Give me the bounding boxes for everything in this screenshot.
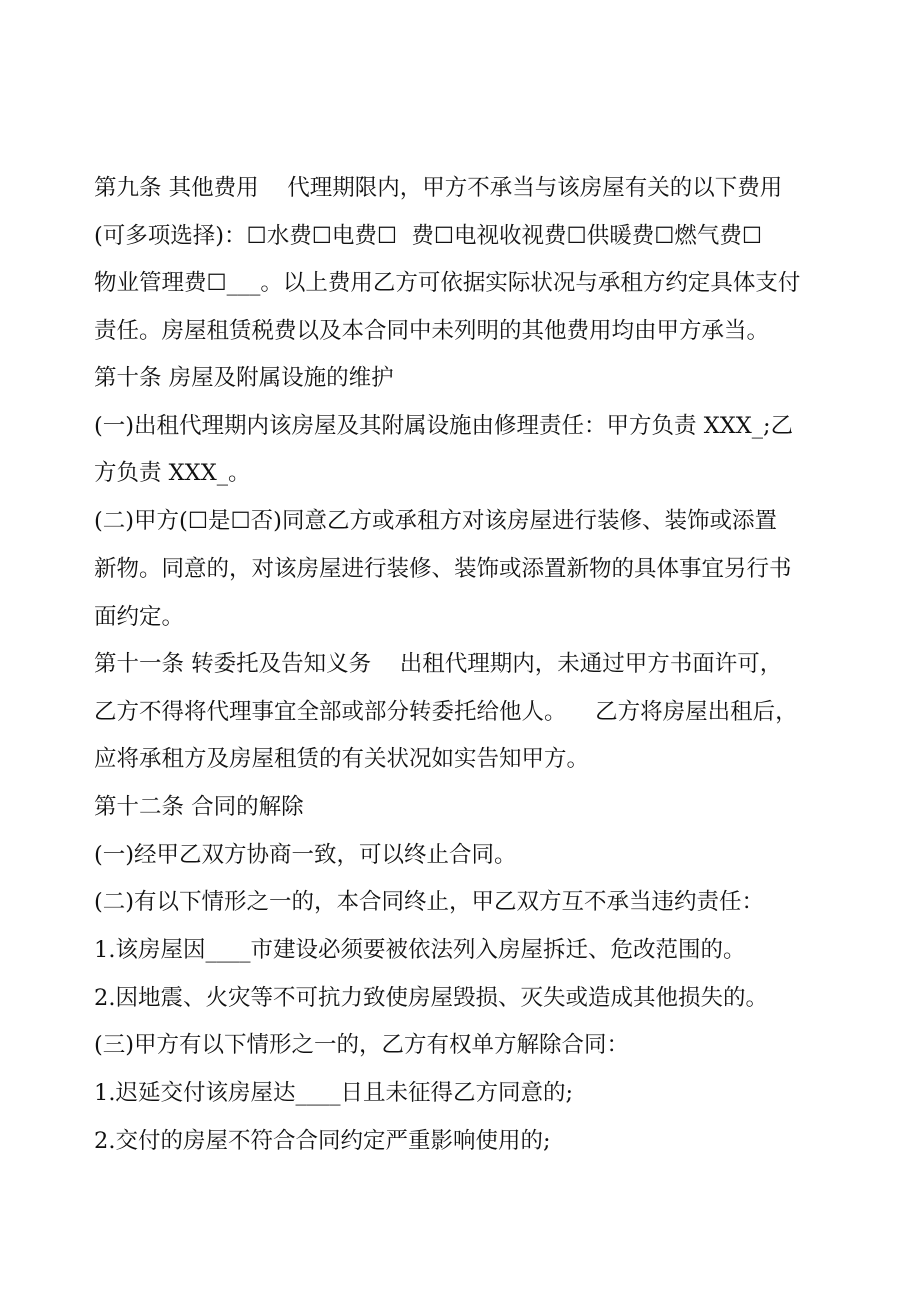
text-line: 物业管理费☐___。以上费用乙方可依据实际状况与承租方约定具体支付 [94, 270, 801, 296]
text-line: 面约定。 [94, 604, 185, 630]
text-line: 2.因地震、火灾等不可抗力致使房屋毁损、灭失或造成其他损失的。 [94, 985, 768, 1011]
text-line: (三)甲方有以下情形之一的，乙方有权单方解除合同： [94, 1032, 630, 1058]
text-line: 责任。房屋租赁税费以及本合同中未列明的其他费用均由甲方承当。 [94, 318, 770, 344]
text-line: 1.迟延交付该房屋达____日且未征得乙方同意的; [94, 1080, 574, 1106]
text-line-article-12-heading: 第十二条 合同的解除 [94, 794, 304, 820]
text-line: 1.该房屋因____市建设必须要被依法列入房屋拆迁、危改范围的。 [94, 937, 746, 963]
text-line: (二)甲方(☐是☐否)同意乙方或承租方对该房屋进行装修、装饰或添置 [94, 508, 777, 534]
text-line: 应将承租方及房屋租赁的有关状况如实告知甲方。 [94, 746, 590, 772]
text-line: 乙方不得将代理事宜全部或部分转委托给他人。 乙方将房屋出租后， [94, 699, 798, 725]
text-line: 2.交付的房屋不符合合同约定严重影响使用的; [94, 1128, 551, 1154]
text-line: (一)出租代理期内该房屋及其附属设施由修理责任：甲方负责 XXX_;乙 [94, 413, 794, 439]
text-line: 方负责 XXX_。 [94, 460, 251, 486]
text-line: (可多项选择)：☐水费☐电费☐ 费☐电视收视费☐供暖费☐燃气费☐ [94, 223, 763, 249]
text-line-article-10-heading: 第十条 房屋及附属设施的维护 [94, 365, 394, 391]
text-line-article-11-heading: 第十一条 转委托及告知义务 出租代理期内，未通过甲方书面许可， [94, 651, 783, 677]
text-line: (一)经甲乙双方协商一致，可以终止合同。 [94, 842, 517, 868]
text-line-article-9-heading: 第九条 其他费用 代理期限内，甲方不承当与该房屋有关的以下费用 [94, 175, 783, 201]
text-line: (二)有以下情形之一的，本合同终止，甲乙双方互不承当违约责任： [94, 889, 765, 915]
text-line: 新物。同意的，对该房屋进行装修、装饰或添置新物的具体事宜另行书 [94, 556, 792, 582]
